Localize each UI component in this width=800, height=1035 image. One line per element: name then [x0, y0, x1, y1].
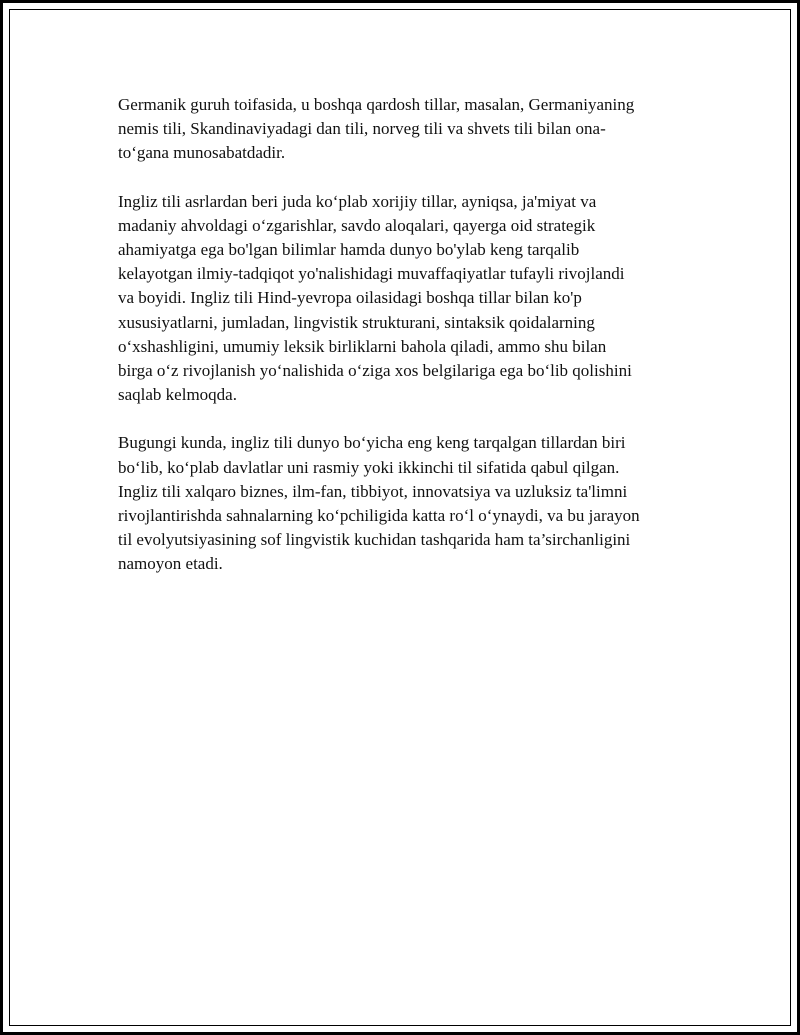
- document-body: [118, 93, 694, 601]
- paragraph-english-today: Bugungi kunda, ingliz tili dunyo bo‘yicha eng keng tarqalgan tillardan biri bo‘lib, ko‘plab davlatlar uni rasmiy yoki ikkinchi til sifatida qabul qilgan. Ingliz tili xalqaro biznes, ilm-fan, tibbiyot, innovatsiya va uzluksiz ta'limni rivojlantirishda sahnalarning ko‘pchiligida katta ro‘l o‘ynaydi, va bu jarayon til evolyutsiyasining sof lingvistik kuchidan tashqarida ham ta’sirchanligini namoyon etadi.: [118, 433, 640, 574]
- paragraph-english-development: Ingliz tili asrlardan beri juda ko‘plab xorijiy tillar, ayniqsa, ja'miyat va madaniy ahvoldagi o‘zgarishlar, savdo aloqalari, qayerga oid strategik ahamiyatga ega bo'lgan bilimlar hamda dunyo bo'ylab keng tarqalib kelayotgan ilmiy-tadqiqot yo'nalishidagi muvaffaqiyatlar tufayli rivojlandi va boyidi. Ingliz tili Hind-yevropa oilasidagi boshqa tillar bilan ko'p xususiyatlarni, jumladan, lingvistik strukturani, sintaksik qoidalarning o‘xshashligini, umumiy leksik birliklarni bahola qiladi, ammo shu bilan birga o‘z rivojlanish yo‘nalishida o‘ziga xos belgilariga ega bo‘lib qolishini saqlab kelmoqda.: [118, 191, 632, 405]
- paragraph-germanic-group: Germanik guruh toifasida, u boshqa qardosh tillar, masalan, Germaniyaning nemis tili, Skandinaviyadagi dan tili, norveg tili va shvets tili bilan ona- to‘gana munosabatdadir.: [118, 95, 635, 163]
